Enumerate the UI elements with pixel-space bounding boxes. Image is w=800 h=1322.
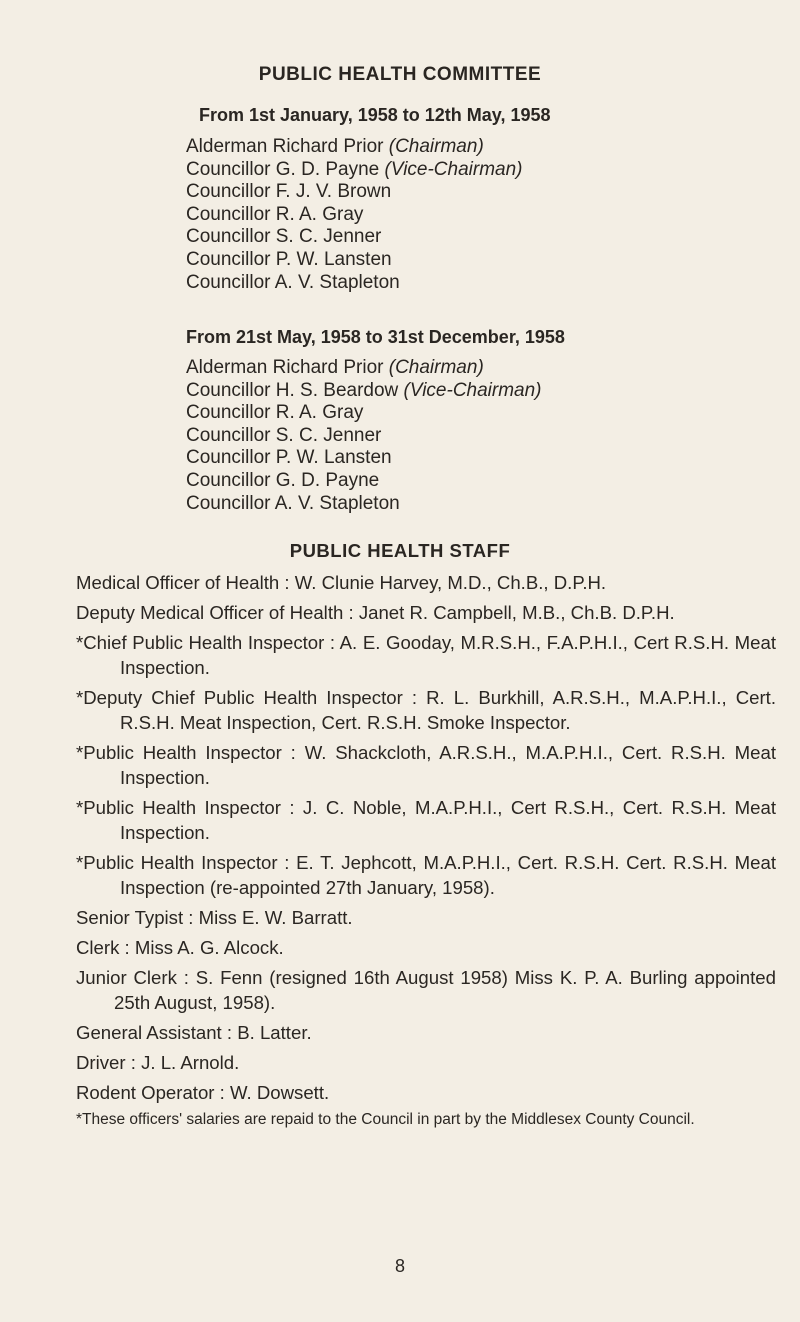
staff-entry: Deputy Medical Officer of Health : Janet R. Campbell, M.B., Ch.B. D.P.H. — [76, 602, 675, 623]
period1-member-list — [186, 136, 523, 294]
staff-entry: *Public Health Inspector : W. Shackcloth, A.R.S.H., M.A.P.H.I., Cert. R.S.H. Meat Inspection. — [76, 742, 776, 788]
member-name: Councillor R. A. Gray — [186, 203, 364, 225]
member-name: Councillor P. W. Lansten — [186, 447, 392, 469]
staff-entry: Clerk : Miss A. G. Alcock. — [76, 937, 284, 958]
member-role: (Vice-Chairman) — [384, 158, 523, 180]
staff-entry: Driver : J. L. Arnold. — [76, 1052, 240, 1073]
staff-title: PUBLIC HEALTH STAFF — [289, 540, 511, 561]
staff-entry: General Assistant : B. Latter. — [76, 1022, 312, 1043]
member-name: Councillor G. D. Payne — [186, 469, 380, 491]
member-name: Councillor S. C. Jenner — [186, 226, 382, 248]
staff-entry: *Public Health Inspector : E. T. Jephcott, M.A.P.H.I., Cert. R.S.H. Cert. R.S.H. Meat Inspection (re-appointed 27th January, 1958). — [76, 852, 776, 898]
period2-member-list — [186, 357, 542, 515]
member-line — [186, 226, 523, 249]
member-line — [186, 181, 523, 204]
member-name: Councillor G. D. Payne — [186, 158, 380, 180]
member-line — [186, 272, 523, 295]
staff-entry: *Chief Public Health Inspector : A. E. Gooday, M.R.S.H., F.A.P.H.I., Cert R.S.H. Meat Inspection. — [76, 632, 776, 678]
member-line — [186, 204, 523, 227]
member-name: Councillor H. S. Beardow — [186, 379, 399, 401]
member-line — [186, 402, 542, 425]
member-role: (Vice-Chairman) — [403, 379, 542, 401]
member-name: Alderman Richard Prior — [186, 357, 384, 378]
member-line — [186, 425, 542, 448]
member-line — [186, 447, 542, 470]
period2-heading: From 21st May, 1958 to 31st December, 1958 — [186, 327, 565, 347]
member-line — [186, 249, 523, 272]
member-line — [186, 380, 542, 403]
member-role: (Chairman) — [388, 136, 484, 157]
member-line — [186, 470, 542, 493]
staff-entry: Rodent Operator : W. Dowsett. — [76, 1082, 330, 1103]
staff-entry: *Deputy Chief Public Health Inspector : R. L. Burkhill, A.R.S.H., M.A.P.H.I., Cert. R.S.H. Meat Inspection, Cert. R.S.H. Smoke Inspector. — [76, 687, 776, 733]
staff-entry: Medical Officer of Health : W. Clunie Harvey, M.D., Ch.B., D.P.H. — [76, 572, 607, 593]
staff-entry: Junior Clerk : S. Fenn (resigned 16th August 1958) Miss K. P. A. Burling appointed 25th August, 1958). — [76, 967, 776, 1013]
member-name: Councillor A. V. Stapleton — [186, 492, 400, 514]
page-number: 8 — [394, 1256, 405, 1276]
member-name: Councillor P. W. Lansten — [186, 248, 392, 270]
member-name: Councillor A. V. Stapleton — [186, 271, 400, 293]
member-line — [186, 357, 542, 380]
member-name: Councillor S. C. Jenner — [186, 424, 382, 446]
staff-entry: *Public Health Inspector : J. C. Noble, M.A.P.H.I., Cert R.S.H., Cert. R.S.H. Meat Inspection. — [76, 797, 776, 843]
footnote: *These officers' salaries are repaid to the Council in part by the Middlesex County Council. — [76, 1111, 695, 1128]
staff-entry: Senior Typist : Miss E. W. Barratt. — [76, 907, 353, 928]
member-name: Councillor R. A. Gray — [186, 402, 364, 424]
staff-list — [76, 570, 776, 1130]
member-line — [186, 159, 523, 182]
member-name: Councillor F. J. V. Brown — [186, 181, 392, 203]
member-line — [186, 493, 542, 516]
period1-heading: From 1st January, 1958 to 12th May, 1958 — [199, 105, 551, 125]
member-role: (Chairman) — [388, 357, 484, 378]
member-line — [186, 136, 523, 159]
committee-title: PUBLIC HEALTH COMMITTEE — [258, 64, 542, 85]
member-name: Alderman Richard Prior — [186, 136, 384, 157]
